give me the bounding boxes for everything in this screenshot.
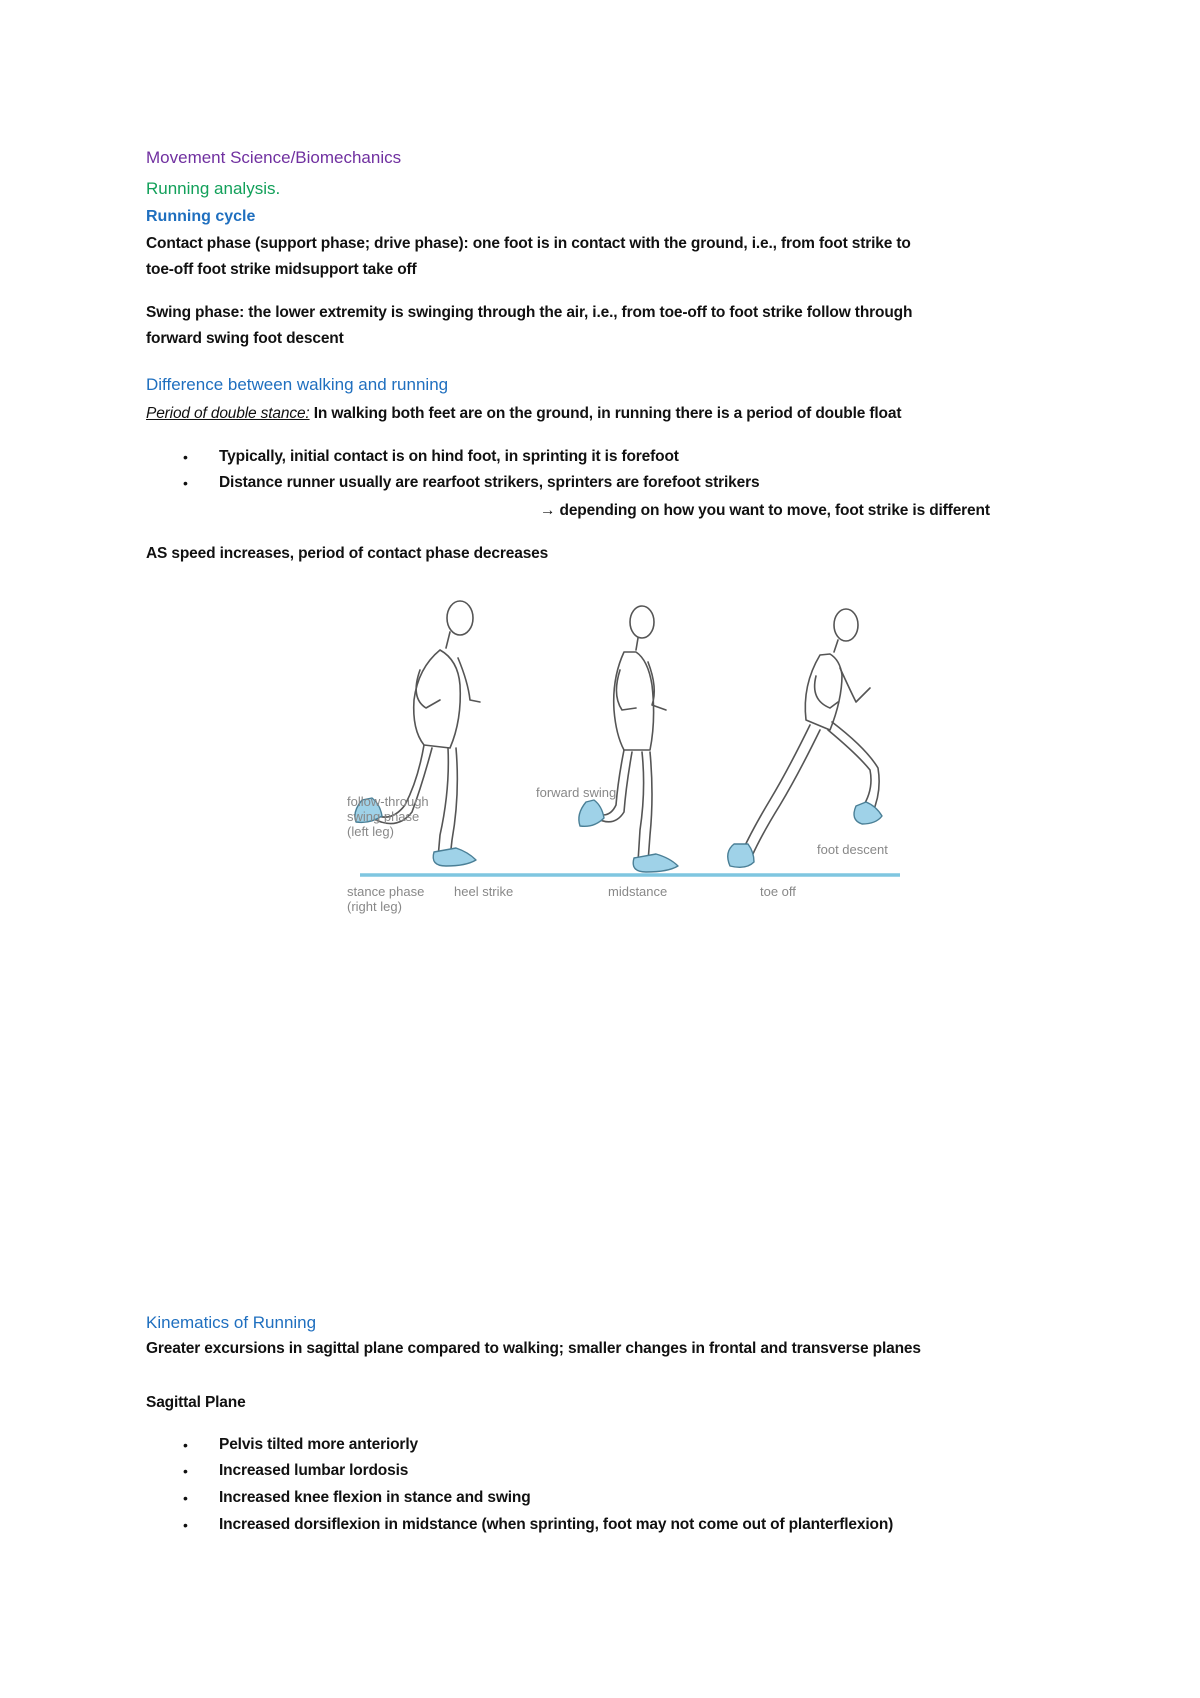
bullet-icon: • bbox=[183, 475, 188, 491]
difference-bullet-2: Distance runner usually are rearfoot strikers, sprinters are forefoot strikers bbox=[219, 474, 760, 491]
bullet-icon: • bbox=[183, 1517, 188, 1533]
speed-note: AS speed increases, period of contact phase decreases bbox=[146, 545, 549, 562]
label-toe-off: toe off bbox=[760, 884, 796, 899]
label-follow-through-text: follow-through bbox=[347, 794, 429, 809]
label-stance-phase bbox=[347, 885, 424, 915]
bullet-icon: • bbox=[183, 1463, 188, 1479]
sagittal-bullet-4: Increased dorsiflexion in midstance (when sprinting, foot may not come out of planterflexion) bbox=[219, 1516, 894, 1533]
kinematics-text: Greater excursions in sagittal plane compared to walking; smaller changes in frontal and transverse planes bbox=[146, 1340, 921, 1357]
contact-phase-line-2: toe-off foot strike midsupport take off bbox=[146, 261, 417, 278]
bullet-icon: • bbox=[183, 1490, 188, 1506]
runner-figure-midstance bbox=[590, 606, 666, 862]
sagittal-bullet-1: Pelvis tilted more anteriorly bbox=[219, 1436, 418, 1453]
arrow-icon: → bbox=[540, 502, 556, 519]
runner-illustration bbox=[290, 590, 900, 930]
shoe-runner2-back bbox=[579, 800, 604, 826]
double-stance-text: In walking both feet are on the ground, in running there is a period of double float bbox=[309, 405, 902, 422]
bullet-icon: • bbox=[183, 449, 188, 465]
shoe-runner2-front bbox=[633, 854, 678, 872]
label-left-leg: (left leg) bbox=[347, 823, 394, 839]
running-cycle-figure bbox=[290, 590, 900, 930]
document-title: Movement Science/Biomechanics bbox=[146, 148, 402, 167]
label-heel-strike: heel strike bbox=[454, 884, 514, 899]
label-stance-phase-text: stance phase bbox=[347, 884, 425, 899]
shoe-runner3-front bbox=[854, 802, 882, 824]
label-follow-through bbox=[347, 795, 429, 840]
contact-phase-line-1: Contact phase (support phase; drive phase): one foot is in contact with the ground, i.e., from foot strike to bbox=[146, 235, 911, 252]
sagittal-plane-heading: Sagittal Plane bbox=[146, 1394, 246, 1411]
difference-bullet-1: Typically, initial contact is on hind foot, in sprinting it is forefoot bbox=[219, 448, 679, 465]
sagittal-bullet-3: Increased knee flexion in stance and swing bbox=[219, 1489, 531, 1506]
running-shoes bbox=[355, 798, 882, 872]
label-forward-swing: forward swing bbox=[536, 785, 617, 800]
bullet-icon: • bbox=[183, 1437, 188, 1453]
sagittal-bullet-2: Increased lumbar lordosis bbox=[219, 1462, 409, 1479]
label-right-leg: (right leg) bbox=[347, 898, 402, 914]
foot-strike-note-text: depending on how you want to move, foot strike is different bbox=[555, 502, 990, 519]
swing-phase-line-1: Swing phase: the lower extremity is swinging through the air, i.e., from toe-off to foot strike follow through bbox=[146, 304, 913, 321]
label-swing-phase: swing phase bbox=[347, 808, 420, 824]
difference-heading: Difference between walking and running bbox=[146, 375, 449, 394]
section-subtitle: Running analysis. bbox=[146, 179, 281, 198]
running-cycle-heading: Running cycle bbox=[146, 208, 256, 225]
double-stance-line bbox=[146, 405, 901, 424]
shoe-runner1-front bbox=[433, 848, 476, 866]
swing-phase-line-2: forward swing foot descent bbox=[146, 330, 344, 347]
double-stance-term: Period of double stance: bbox=[146, 405, 310, 422]
label-midstance: midstance bbox=[608, 884, 668, 899]
foot-strike-note bbox=[540, 502, 990, 521]
shoe-runner3-back bbox=[728, 844, 754, 867]
kinematics-heading: Kinematics of Running bbox=[146, 1313, 317, 1332]
label-foot-descent: foot descent bbox=[817, 842, 888, 857]
